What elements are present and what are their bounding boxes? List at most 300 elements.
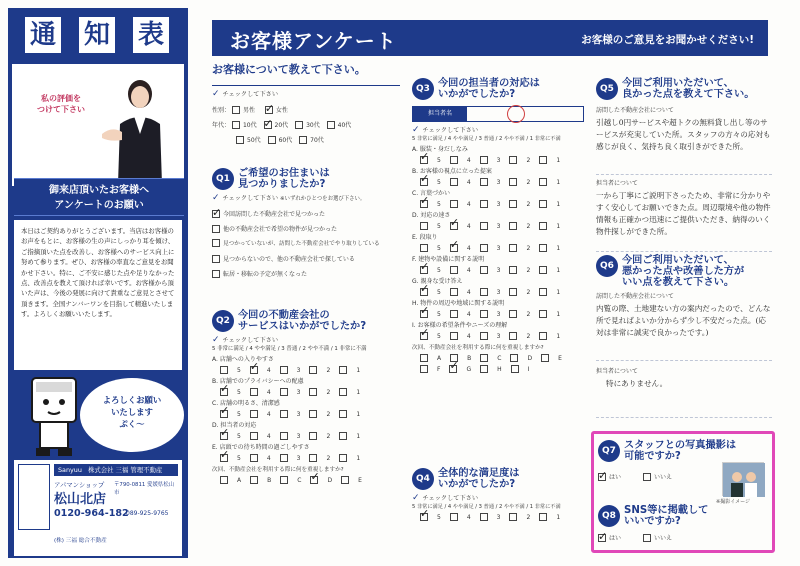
age-10-label: 10代 xyxy=(242,122,257,129)
q2-next-choice-b-checkbox[interactable] xyxy=(250,476,258,484)
q3-item-1-score-5-checkbox[interactable] xyxy=(420,178,428,186)
q2-item-1-label: B. 店舗でのプライバシーへの配慮 xyxy=(212,378,304,385)
q3-item-7-score-4-label: 4 xyxy=(466,311,471,318)
q2-next-choice-e-checkbox[interactable] xyxy=(341,476,349,484)
q3-item-8-score-4-label: 4 xyxy=(466,333,471,340)
q3-item-0-score-4-checkbox[interactable] xyxy=(450,156,458,164)
q3-item-7-score-1-checkbox[interactable] xyxy=(539,310,547,318)
shop-phone[interactable]: 0120-964-182 xyxy=(54,508,129,519)
q2-item-4-score-3-label: 3 xyxy=(296,455,301,462)
q6-company-label: 訪問した不動産会社について xyxy=(596,293,674,300)
q3-item-7-score-3-checkbox[interactable] xyxy=(480,310,488,318)
q6-company-answer[interactable]: 内覧の際、土地建ない方の案内だったので、どんな所で見ればよいか分からず少し不安だった点。(応対は非常に誠実で良かったです。) xyxy=(596,303,772,361)
q2-next-choice-d-checkbox[interactable] xyxy=(310,476,318,484)
q2-item-4-score-1-label: 1 xyxy=(356,455,361,462)
q3-item-2-score-4-checkbox[interactable] xyxy=(450,200,458,208)
q3-item-5-score-5-checkbox[interactable] xyxy=(420,266,428,274)
q2-next-choice-a-label: A xyxy=(237,477,242,484)
q3-item-3-score-5-label: 5 xyxy=(437,223,441,230)
q3-item-5-score-3-label: 3 xyxy=(496,267,501,274)
q4-score-2-label: 2 xyxy=(526,514,531,521)
q3-item-8-score-5-label: 5 xyxy=(437,333,441,340)
q8-no-checkbox[interactable] xyxy=(643,534,651,542)
q4-score-2-checkbox[interactable] xyxy=(509,513,517,521)
q3-next-choice-i-checkbox[interactable] xyxy=(511,365,519,373)
q2-item-1-score-5-label: 5 xyxy=(237,389,241,396)
q2-next-text: 次回、不動産会社を利用する際に何を重視しますか? xyxy=(212,467,344,473)
q3-item-2-score-1-label: 1 xyxy=(556,201,561,208)
q3-item-4-score-2-label: 2 xyxy=(526,245,531,252)
q2-item-2-label: C. 店舗の明るさ、清潔感 xyxy=(212,400,280,407)
q2-next-choice-a-checkbox[interactable] xyxy=(220,476,228,484)
q1-option-3-checkbox[interactable] xyxy=(212,239,220,247)
q3-item-7-label: H. 物件の周辺や地域に関する説明 xyxy=(412,300,505,307)
q2-item-3-score-3-checkbox[interactable] xyxy=(280,432,288,440)
age-60-label: 60代 xyxy=(278,137,293,144)
q8-yes-checkbox[interactable] xyxy=(598,534,606,542)
q3-item-8-score-1-checkbox[interactable] xyxy=(539,332,547,340)
q2-next-choice-d-label: D xyxy=(327,477,333,484)
q2-next-choice-e-label: E xyxy=(358,477,362,484)
shop-fax: 089-925-9765 xyxy=(126,510,169,517)
q3-item-3-score-1-checkbox[interactable] xyxy=(539,222,547,230)
q3-item-4-score-1-label: 1 xyxy=(556,245,561,252)
q5-title: 今回ご利用いただいて、 良かった点を教えて下さい。 xyxy=(622,78,755,100)
q3-legend: 5 非常に満足 / 4 やや満足 / 3 普通 / 2 やや不満 / 1 非常に不満 xyxy=(412,136,561,142)
q2-item-4-scale xyxy=(220,453,402,464)
q1-title: ご希望のお住まいは 見つかりましたか? xyxy=(238,168,330,190)
q3-item-3-label: D. 対応の速さ xyxy=(412,212,451,219)
q2-item-2-score-2-checkbox[interactable] xyxy=(309,410,317,418)
q3-item-5-score-1-checkbox[interactable] xyxy=(539,266,547,274)
q8-title: SNS等に掲載して いいですか? xyxy=(624,505,709,527)
q3-next-choice-d-label: D xyxy=(527,355,533,362)
q3-item-2-scale xyxy=(420,199,584,210)
q3-next-choice-a-checkbox[interactable] xyxy=(420,354,428,362)
q3-item-8-score-5-checkbox[interactable] xyxy=(420,332,428,340)
q3-item-6-score-4-checkbox[interactable] xyxy=(450,288,458,296)
q4-score-3-checkbox[interactable] xyxy=(480,513,488,521)
q3-item-0-score-5-checkbox[interactable] xyxy=(420,156,428,164)
q3-item-6-label: G. 親身な受け答え xyxy=(412,278,463,285)
q1-option-1-checkbox[interactable] xyxy=(212,210,220,218)
q7-yes-label: はい xyxy=(609,474,622,481)
q2-item-1-score-4-label: 4 xyxy=(266,389,271,396)
q2-item-4-label: E. 店頭での待ち時間の過ごしやすさ xyxy=(212,444,310,451)
gender-female-label: 女性 xyxy=(275,107,288,114)
q3-item-6-score-3-checkbox[interactable] xyxy=(480,288,488,296)
q8-yes-label: はい xyxy=(609,535,622,542)
q4-score-1-label: 1 xyxy=(556,514,561,521)
q2-item-3-score-1-checkbox[interactable] xyxy=(339,432,347,440)
q2-item-2-score-3-label: 3 xyxy=(296,411,301,418)
q3-item-2-label: C. 言葉づかい xyxy=(412,190,451,197)
q2-item-4-score-5-checkbox[interactable] xyxy=(220,454,228,462)
q3-item-4-score-2-checkbox[interactable] xyxy=(509,244,517,252)
q3-items xyxy=(412,145,584,342)
q5-staff-answer[interactable]: 一から丁寧にご説明下さったため、非常に分かりやすく安心してお願いできた点。周辺環境や他の物件情報も正確かつ迅速にご提供いただき、納得のいく物件探しができた所。 xyxy=(596,190,772,252)
q3-hint: チェックして下さい xyxy=(422,127,479,134)
q3-item-7-scale xyxy=(420,309,584,320)
q3-item-8-scale xyxy=(420,331,584,342)
q3-next-choice-c-label: C xyxy=(497,355,502,362)
q3-item-4-score-3-checkbox[interactable] xyxy=(480,244,488,252)
q4-score-5-label: 5 xyxy=(437,514,441,521)
q3-item-5-score-2-checkbox[interactable] xyxy=(509,266,517,274)
q2-item-2-score-1-label: 1 xyxy=(356,411,361,418)
q2-item-4-score-4-checkbox[interactable] xyxy=(250,454,258,462)
shop-name: 松山北店 xyxy=(54,492,107,507)
age-70-checkbox[interactable] xyxy=(299,136,307,144)
q2-item-4-score-2-label: 2 xyxy=(326,455,331,462)
q1-hint: チェックして下さい xyxy=(222,195,279,202)
q4-score-1-checkbox[interactable] xyxy=(539,513,547,521)
age-50-label: 50代 xyxy=(247,137,261,144)
q2-badge: Q2 xyxy=(212,310,234,332)
q3-item-8-score-2-label: 2 xyxy=(526,333,531,340)
q2-item-0-score-1-checkbox[interactable] xyxy=(339,366,347,374)
welcome-message: 本日はご契約ありがとうございます。当店はお客様のお声をもとに、お客様の生の声にしっかり耳を傾け、ご指摘頂いた点を改善し、お客様へのサービス向上に努めて参ります。ぜひ、お客様の率直なご意見をお聞かせ下さい。特に、ご不安に感じた点や足りなかった点、改善点を教えて頂ければ幸いです。お客様から頂いた声は、今後の発展に向けて貴重なご意見とさせて頂きます。全国ナンバーワンを目指して精進いたします。よろしくお願いいたします。 xyxy=(14,220,182,370)
rate-me-badge: 私の評価を つけて下さい xyxy=(32,84,90,124)
about-hint: チェックして下さい xyxy=(222,91,279,98)
q4-section: Q4 全体的な満足度は いかがでしたか? ✓ チェックして下さい 5 非常に満足 / 4 やや満足 / 3 普通 / 2 やや不満 / 1 非常に不満 ✓5 4 3 2 1 xyxy=(412,468,584,523)
about-section: お客様について教えて下さい。 ✓ チェックして下さい 性別： 男性 ✓ 女性 年代： 10代 ✓ 20代 30代 40代 50代 60代 70代 xyxy=(212,64,400,148)
age-30-checkbox[interactable] xyxy=(295,121,303,129)
q3-item-2-score-2-label: 2 xyxy=(526,201,531,208)
q3-item-0-score-3-checkbox[interactable] xyxy=(480,156,488,164)
q6-title: 今回ご利用いただいて、 悪かった点や改善した方が いい点を教えて下さい。 xyxy=(622,255,745,288)
q3-item-4-score-5-checkbox[interactable] xyxy=(420,244,428,252)
q3-item-1-score-3-checkbox[interactable] xyxy=(480,178,488,186)
q3-title: 今回の担当者の対応は いかがでしたか? xyxy=(438,78,540,100)
q3-next-choice-g-checkbox[interactable] xyxy=(449,365,457,373)
welcome-title: 御来店頂いたお客様へ アンケートのお願い xyxy=(14,178,184,216)
q2-item-1-score-3-label: 3 xyxy=(296,389,301,396)
q3-item-4-label: E. 段取り xyxy=(412,234,438,241)
q3-item-4-score-1-checkbox[interactable] xyxy=(539,244,547,252)
age-label: 年代： xyxy=(212,122,231,129)
q3-item-1-score-5-label: 5 xyxy=(437,179,441,186)
q2-item-3-label: D. 担当者の対応 xyxy=(212,422,257,429)
q2-item-4-score-4-label: 4 xyxy=(266,455,271,462)
q3-item-6-score-1-label: 1 xyxy=(556,289,561,296)
age-30-label: 30代 xyxy=(306,122,320,129)
q3-item-0-score-5-label: 5 xyxy=(437,157,441,164)
q1-option-1: 今回訪問した不動産会社で見つかった xyxy=(223,211,326,218)
q1-option-4-checkbox[interactable] xyxy=(212,255,220,263)
q1-option-2: 他の不動産会社で希望の物件が見つかった xyxy=(223,226,338,233)
q3-next-choice-h-label: H xyxy=(497,366,502,373)
q3-item-1-score-2-label: 2 xyxy=(526,179,531,186)
q3-item-0-score-3-label: 3 xyxy=(496,157,501,164)
q2-item-4-score-1-checkbox[interactable] xyxy=(339,454,347,462)
q3-item-3-score-5-checkbox[interactable] xyxy=(420,222,428,230)
age-50-checkbox[interactable] xyxy=(236,136,244,144)
q5-section xyxy=(596,78,772,252)
staff-name-label: 担当者名 xyxy=(413,107,467,121)
q2-item-4-score-2-checkbox[interactable] xyxy=(309,454,317,462)
q2-next-choices xyxy=(220,475,402,486)
q3-item-1-score-1-label: 1 xyxy=(556,179,561,186)
q3-item-0-score-1-checkbox[interactable] xyxy=(539,156,547,164)
age-20-label: 20代 xyxy=(274,122,289,129)
q1-badge: Q1 xyxy=(212,168,234,190)
staff-name-field[interactable] xyxy=(412,106,584,122)
q3-item-4-scale xyxy=(420,243,584,254)
q2-item-3-score-4-label: 4 xyxy=(266,433,271,440)
q3-item-5-score-4-checkbox[interactable] xyxy=(450,266,458,274)
q2-item-3-score-5-checkbox[interactable] xyxy=(220,432,228,440)
q3-item-7-score-4-checkbox[interactable] xyxy=(450,310,458,318)
q3-item-0-label: A. 服装・身だしなみ xyxy=(412,146,468,153)
q3-item-8-score-1-label: 1 xyxy=(556,333,561,340)
gender-male-label: 男性 xyxy=(242,107,255,114)
q2-legend: 5 非常に満足 / 4 やや満足 / 3 普通 / 2 やや不満 / 1 非常に不満 xyxy=(212,346,367,352)
q3-item-6-score-2-checkbox[interactable] xyxy=(509,288,517,296)
q7-no-label: いいえ xyxy=(653,474,672,481)
q7-no-checkbox[interactable] xyxy=(643,473,651,481)
q1-option-3: 見つかっていないが、訪問した不動産会社でやり取りしている xyxy=(223,241,380,247)
q3-next-choices-row1 xyxy=(420,353,584,364)
q7-badge: Q7 xyxy=(598,440,620,462)
q8-section xyxy=(598,505,774,546)
q3-item-8-score-3-checkbox[interactable] xyxy=(480,332,488,340)
gender-male-checkbox[interactable] xyxy=(232,106,240,114)
q1-option-5-checkbox[interactable] xyxy=(212,270,220,278)
q3-item-4-score-4-checkbox[interactable] xyxy=(450,244,458,252)
q4-badge: Q4 xyxy=(412,468,434,490)
gender-female-checkbox[interactable] xyxy=(265,106,273,114)
company-info xyxy=(14,460,182,556)
q3-item-4-score-5-label: 5 xyxy=(437,245,441,252)
q3-next-choices-row2 xyxy=(420,364,584,375)
q2-item-1-score-4-checkbox[interactable] xyxy=(250,388,258,396)
q2-item-1-scale xyxy=(220,387,402,398)
company-brand: Sanyuu xyxy=(58,466,82,474)
q3-item-7-score-3-label: 3 xyxy=(496,311,501,318)
q3-item-6-score-2-label: 2 xyxy=(526,289,531,296)
q3-item-5-score-3-checkbox[interactable] xyxy=(480,266,488,274)
map-icon xyxy=(18,464,50,530)
q5-company-answer[interactable]: 引越し0円サービスや超トクの無料貸し出し等のサービスが充実していた所。スタッフの方々の応対も感じが良く、気持ち良く取引きができた所。 xyxy=(596,117,772,175)
q3-item-8-score-3-label: 3 xyxy=(496,333,501,340)
q2-item-0-score-2-checkbox[interactable] xyxy=(309,366,317,374)
q2-item-2-scale xyxy=(220,409,402,420)
q5-badge: Q5 xyxy=(596,78,618,100)
q2-item-3-score-5-label: 5 xyxy=(237,433,241,440)
q3-item-0-scale xyxy=(420,155,584,166)
q3-item-6-score-3-label: 3 xyxy=(496,289,501,296)
q3-item-2-score-3-label: 3 xyxy=(496,201,501,208)
q3-item-5-score-5-label: 5 xyxy=(437,267,441,274)
q3-item-0-score-2-label: 2 xyxy=(526,157,531,164)
q2-item-2-score-4-label: 4 xyxy=(266,411,271,418)
stamp-icon xyxy=(507,105,525,123)
q3-item-3-score-4-checkbox[interactable] xyxy=(450,222,458,230)
q2-item-2-score-2-label: 2 xyxy=(326,411,331,418)
q6-badge: Q6 xyxy=(596,255,618,277)
q3-item-2-score-4-label: 4 xyxy=(466,201,471,208)
q3-next-choice-f-checkbox[interactable] xyxy=(420,365,428,373)
page-subtitle: お客様のご意見をお聞かせください! xyxy=(581,34,754,46)
q2-item-0-score-4-label: 4 xyxy=(266,367,271,374)
q3-section: Q3 今回の担当者の対応は いかがでしたか? 担当者名 ✓ チェックして下さい 5 非常に満足 / 4 やや満足 / 3 普通 / 2 やや不満 / 1 非常に不満 A. 服装・身だしなみ ✓5 4 3 2 1 B. お客様の視点に立った提案 ✓5 4 3 2 1 C. 言葉づかい ✓5 4 3 2 1 D. 対応の速さ 5✓ 4 3 2 1 E. 段取り 5✓ 4 3 2 1 F. 建物や設備に関する説明 ✓5 4 3 2 1 G. 親身な受け答え ✓5 4 3 2 1 H. 物件の周辺や地域に関する説明 ✓5 4 3 2 1 I. お客様の希望条件やニーズの理解 ✓5 4 3 2 1 次回、不動産会社を利用する際に何を重視しますか? A B C D E F✓ G H I xyxy=(412,78,584,375)
q2-item-3-score-2-checkbox[interactable] xyxy=(309,432,317,440)
page-title: お客様アンケート xyxy=(230,29,397,53)
q2-items xyxy=(212,355,402,464)
q2-item-2-score-4-checkbox[interactable] xyxy=(250,410,258,418)
q3-item-3-score-1-label: 1 xyxy=(556,223,561,230)
q3-next-choice-d-checkbox[interactable] xyxy=(510,354,518,362)
q3-item-5-score-4-label: 4 xyxy=(466,267,471,274)
q3-item-0-score-2-checkbox[interactable] xyxy=(509,156,517,164)
q3-item-7-score-2-checkbox[interactable] xyxy=(509,310,517,318)
age-10-checkbox[interactable] xyxy=(232,121,240,129)
q8-no-label: いいえ xyxy=(653,535,672,542)
q3-item-2-score-2-checkbox[interactable] xyxy=(509,200,517,208)
q3-item-4-score-3-label: 3 xyxy=(496,245,501,252)
q2-item-0-score-5-checkbox[interactable] xyxy=(220,366,228,374)
q3-item-7-score-1-label: 1 xyxy=(556,311,561,318)
q7-yes-checkbox[interactable] xyxy=(598,473,606,481)
q4-title: 全体的な満足度は いかがでしたか? xyxy=(438,468,520,490)
age-70-label: 70代 xyxy=(310,137,324,144)
q3-next-choice-e-label: E xyxy=(558,355,562,362)
q2-next-choice-c-checkbox[interactable] xyxy=(280,476,288,484)
q2-item-0-score-4-checkbox[interactable] xyxy=(250,366,258,374)
q3-item-6-score-4-label: 4 xyxy=(466,289,471,296)
q3-item-1-score-3-label: 3 xyxy=(496,179,501,186)
shop-address: 〒790-0811 愛媛県松山市 xyxy=(114,482,175,496)
about-title: お客様について教えて下さい。 xyxy=(212,63,366,76)
staff-woman-illustration xyxy=(96,74,178,184)
title-char-2: 知 xyxy=(76,14,118,56)
q3-item-0-score-4-label: 4 xyxy=(466,157,471,164)
q3-item-5-label: F. 建物や設備に関する説明 xyxy=(412,256,485,263)
q2-item-3-score-2-label: 2 xyxy=(326,433,331,440)
q3-item-2-score-5-label: 5 xyxy=(437,201,441,208)
q3-item-1-scale xyxy=(420,177,584,188)
q2-title: 今回の不動産会社の サービスはいかがでしたか? xyxy=(238,310,367,332)
q3-item-8-label: I. お客様の希望条件やニーズの理解 xyxy=(412,322,508,329)
q7-title: スタッフとの写真撮影は 可能ですか? xyxy=(624,440,737,462)
q3-next-choice-e-checkbox[interactable] xyxy=(541,354,549,362)
age-20-checkbox[interactable] xyxy=(264,121,272,129)
shop-prefix: アパマンショップ xyxy=(54,481,105,489)
q3-item-6-score-5-checkbox[interactable] xyxy=(420,288,428,296)
q3-next-choice-a-label: A xyxy=(437,355,442,362)
q3-item-5-scale xyxy=(420,265,584,276)
q6-staff-answer[interactable]: 特にありません。 xyxy=(596,378,772,418)
q4-score-4-checkbox[interactable] xyxy=(450,513,458,521)
q2-section: Q2 今回の不動産会社の サービスはいかがでしたか? ✓ チェックして下さい 5 非常に満足 / 4 やや満足 / 3 普通 / 2 やや不満 / 1 非常に不満 A. 店舗への入りやすさ 5✓ 4 3 2 1 B. 店舗でのプライバシーへの配慮 ✓5 4 3 2 1 C. 店舗の明るさ、清潔感 ✓5 4 3 2 1 D. 担当者の対応 ✓5 4 3 2 1 E. 店頭での待ち時間の過ごしやすさ ✓5 4 3 2 1 次回、不動産会社を利用する際に何を重視しますか? A B C✓ D E xyxy=(212,310,402,486)
q3-item-1-score-1-checkbox[interactable] xyxy=(539,178,547,186)
q2-item-1-score-3-checkbox[interactable] xyxy=(280,388,288,396)
q2-item-4-score-3-checkbox[interactable] xyxy=(280,454,288,462)
q4-score-3-label: 3 xyxy=(496,514,501,521)
q3-item-0-score-1-label: 1 xyxy=(556,157,561,164)
q3-item-1-score-2-checkbox[interactable] xyxy=(509,178,517,186)
q3-next-choice-h-checkbox[interactable] xyxy=(480,365,488,373)
title-char-1: 通 xyxy=(22,14,64,56)
q2-item-0-score-3-checkbox[interactable] xyxy=(280,366,288,374)
q5-company-label: 訪問した不動産会社について xyxy=(596,107,674,114)
q2-item-0-label: A. 店舗への入りやすさ xyxy=(212,356,274,363)
age-60-checkbox[interactable] xyxy=(268,136,276,144)
q3-item-6-scale xyxy=(420,287,584,298)
q4-legend: 5 非常に満足 / 4 やや満足 / 3 普通 / 2 やや不満 / 1 非常に不満 xyxy=(412,504,561,510)
q4-scale xyxy=(420,512,584,523)
q3-item-3-scale xyxy=(420,221,584,232)
q2-item-0-score-5-label: 5 xyxy=(237,367,241,374)
q2-item-3-score-3-label: 3 xyxy=(296,433,301,440)
q3-item-1-label: B. お客様の視点に立った提案 xyxy=(412,168,492,175)
q3-item-1-score-4-checkbox[interactable] xyxy=(450,178,458,186)
q3-badge: Q3 xyxy=(412,78,434,100)
q3-item-1-score-4-label: 4 xyxy=(466,179,471,186)
q3-item-2-score-1-checkbox[interactable] xyxy=(539,200,547,208)
q2-item-1-score-1-label: 1 xyxy=(356,389,361,396)
q4-score-5-checkbox[interactable] xyxy=(420,513,428,521)
q2-item-1-score-2-checkbox[interactable] xyxy=(309,388,317,396)
q3-item-5-score-1-label: 1 xyxy=(556,267,561,274)
q2-next-choice-c-label: C xyxy=(297,477,302,484)
q3-next-choice-c-checkbox[interactable] xyxy=(480,354,488,362)
age-40-checkbox[interactable] xyxy=(327,121,335,129)
q2-item-1-score-2-label: 2 xyxy=(326,389,331,396)
q3-next-choice-g-label: G xyxy=(466,366,472,373)
q4-hint: チェックして下さい xyxy=(422,495,479,502)
q3-item-5-score-2-label: 2 xyxy=(526,267,531,274)
q3-item-7-score-5-checkbox[interactable] xyxy=(420,310,428,318)
age-40-label: 40代 xyxy=(337,122,352,129)
q2-item-2-score-5-checkbox[interactable] xyxy=(220,410,228,418)
q2-item-2-score-1-checkbox[interactable] xyxy=(339,410,347,418)
q2-item-1-score-1-checkbox[interactable] xyxy=(339,388,347,396)
photo-caption: ※撮影イメージ xyxy=(716,499,751,505)
q2-item-2-score-3-checkbox[interactable] xyxy=(280,410,288,418)
q3-next-choice-b-label: B xyxy=(467,355,472,362)
q3-item-6-score-1-checkbox[interactable] xyxy=(539,288,547,296)
q3-item-3-score-3-checkbox[interactable] xyxy=(480,222,488,230)
q8-badge: Q8 xyxy=(598,505,620,527)
q3-item-3-score-2-checkbox[interactable] xyxy=(509,222,517,230)
q2-hint: チェックして下さい xyxy=(222,337,279,344)
q3-item-7-score-2-label: 2 xyxy=(526,311,531,318)
q3-item-3-score-2-label: 2 xyxy=(526,223,531,230)
company-group: 株式会社 三福 管理不動産 xyxy=(87,466,163,474)
q3-item-8-score-4-checkbox[interactable] xyxy=(450,332,458,340)
q3-item-2-score-5-checkbox[interactable] xyxy=(420,200,428,208)
q3-next-choice-f-label: F xyxy=(437,366,441,373)
q2-next-choice-b-label: B xyxy=(267,477,272,484)
q3-item-7-score-5-label: 5 xyxy=(437,311,441,318)
q1-section: Q1 ご希望のお住まいは 見つかりましたか? ✓ チェックして下さい ※いずれかひとつをお選び下さい。 ✓今回訪問した不動産会社で見つかった 他の不動産会社で希望の物件が見つかった 見つかっていないが、訪問した不動産会社でやり取りしている 見つからないので、他の不動産会社で探している 転居・移転の予定が無くなった xyxy=(212,168,400,282)
q2-item-3-score-4-checkbox[interactable] xyxy=(250,432,258,440)
q2-item-2-score-5-label: 5 xyxy=(237,411,241,418)
q3-item-8-score-2-checkbox[interactable] xyxy=(509,332,517,340)
q2-item-0-score-1-label: 1 xyxy=(356,367,361,374)
q1-option-2-checkbox[interactable] xyxy=(212,225,220,233)
q1-option-4: 見つからないので、他の不動産会社で探している xyxy=(223,256,355,263)
mascot-speech-bubble: よろしくお願い いたします ぷく〜 xyxy=(80,378,184,452)
q2-item-0-score-2-label: 2 xyxy=(326,367,331,374)
q1-option-5: 転居・移転の予定が無くなった xyxy=(223,271,308,278)
q2-item-1-score-5-checkbox[interactable] xyxy=(220,388,228,396)
q2-item-0-scale xyxy=(220,365,402,376)
mascot-icon xyxy=(22,372,86,458)
q3-item-2-score-3-checkbox[interactable] xyxy=(480,200,488,208)
